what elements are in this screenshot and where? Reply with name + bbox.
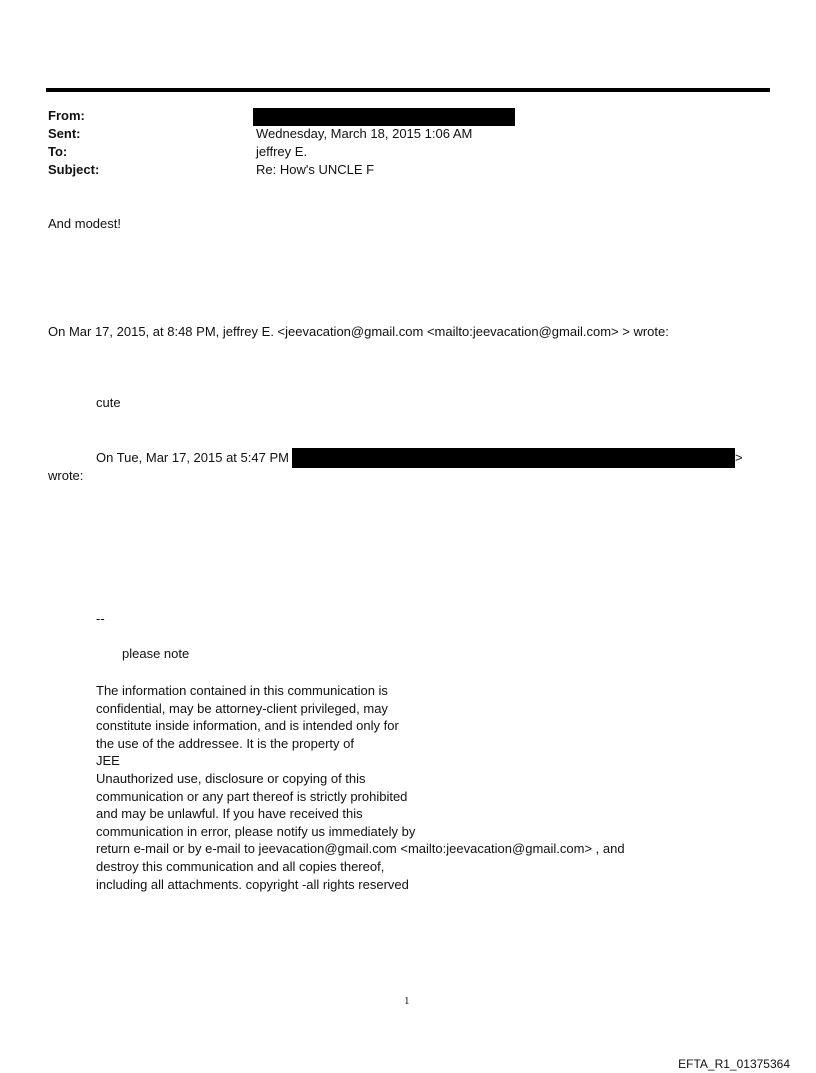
disclaimer-line: destroy this communication and all copies thereof,	[96, 858, 385, 874]
signature-dashes: --	[96, 611, 105, 626]
disclaimer-line: the use of the addressee. It is the property of	[96, 735, 354, 751]
sent-value: Wednesday, March 18, 2015 1:06 AM	[256, 126, 473, 141]
page-number: 1	[404, 995, 410, 1007]
to-label: To:	[48, 144, 68, 159]
disclaimer-line: constitute inside information, and is intended only for	[96, 718, 399, 734]
disclaimer-line: and may be unlawful. If you have received this	[96, 806, 363, 822]
disclaimer-line: return e-mail or by e-mail to jeevacation@gmail.com <mailto:jeevacation@gmail.com> , and	[96, 841, 625, 857]
document-id: EFTA_R1_01375364	[678, 1057, 790, 1071]
disclaimer-line: Unauthorized use, disclosure or copying of this	[96, 770, 366, 786]
quote2-header: On Tue, Mar 17, 2015 at 5:47 PM	[96, 450, 289, 465]
from-label: From:	[48, 108, 85, 123]
disclaimer-line: including all attachments. copyright -all rights reserved	[96, 876, 409, 892]
disclaimer-line: communication or any part thereof is strictly prohibited	[96, 788, 408, 804]
quote2-header-end: >	[735, 450, 743, 465]
to-value: jeffrey E.	[256, 144, 308, 159]
disclaimer	[96, 682, 625, 893]
disclaimer-line: communication in error, please notify us immediately by	[96, 823, 416, 839]
quote1-text: cute	[96, 395, 121, 410]
redacted-sender	[253, 108, 515, 126]
redacted-sender-2	[292, 448, 735, 468]
quote1-header: On Mar 17, 2015, at 8:48 PM, jeffrey E. <jeevacation@gmail.com <mailto:jeevacation@gmail.com> > wrote:	[48, 324, 669, 339]
subject-label: Subject:	[48, 162, 100, 177]
subject-value: Re: How's UNCLE F	[256, 162, 375, 177]
disclaimer-line: JEE	[96, 753, 120, 769]
disclaimer-line: The information contained in this communication is	[96, 683, 388, 698]
header-rule	[46, 88, 770, 92]
please-note: please note	[122, 646, 190, 661]
disclaimer-line: confidential, may be attorney-client privileged, may	[96, 700, 388, 716]
quote2-wrote: wrote:	[48, 468, 84, 483]
reply-text: And modest!	[48, 216, 121, 231]
sent-label: Sent:	[48, 126, 81, 141]
